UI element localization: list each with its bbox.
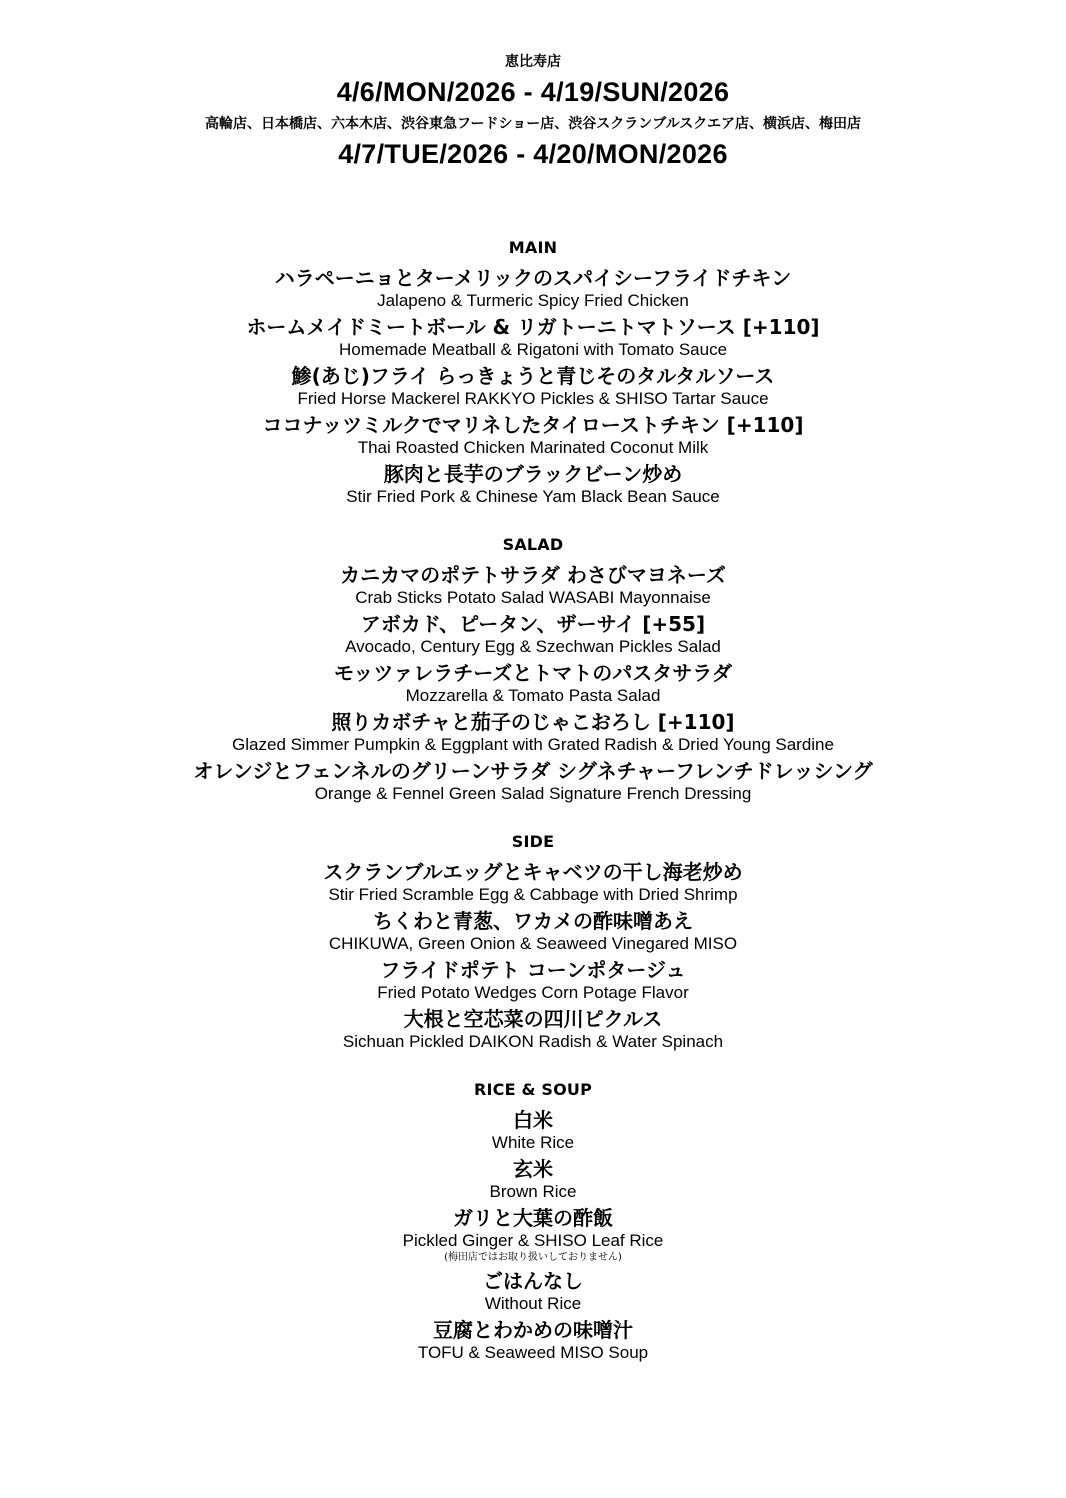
item-name-en: Crab Sticks Potato Salad WASABI Mayonnaise xyxy=(355,588,711,607)
item-name-jp: モッツァレラチーズとトマトのパスタサラダ xyxy=(334,661,732,685)
item-name-jp: ごはんなし xyxy=(483,1269,583,1293)
item-name-en: TOFU & Seaweed MISO Soup xyxy=(417,1343,649,1362)
menu-item xyxy=(0,1269,1066,1313)
section-title-rice-soup: RICE & SOUP xyxy=(473,1080,593,1099)
menu-item xyxy=(0,759,1066,803)
menu-item xyxy=(0,1206,1066,1264)
item-name-en: Pickled Ginger & SHISO Leaf Rice xyxy=(402,1231,664,1250)
item-name-jp: ちくわと青葱、ワカメの酢味噌あえ xyxy=(373,909,693,933)
item-name-jp: カニカマのポテトサラダ わさびマヨネーズ xyxy=(340,563,726,587)
item-name-en: Stir Fried Scramble Egg & Cabbage with Dried Shrimp xyxy=(328,885,738,904)
item-name-en: Jalapeno & Turmeric Spicy Fried Chicken xyxy=(377,291,689,310)
item-name-jp: ガリと大葉の酢飯 xyxy=(453,1206,613,1230)
item-name-jp: アボカド、ピータン、ザーサイ [+55] xyxy=(360,612,706,636)
item-name-jp: 照りカボチャと茄子のじゃこおろし [+110] xyxy=(331,710,735,734)
menu-item xyxy=(0,1108,1066,1152)
menu-item xyxy=(0,710,1066,754)
store-name-ebisu: 恵比寿店 xyxy=(505,54,561,70)
item-name-en: Without Rice xyxy=(484,1294,582,1313)
item-name-jp: 豚肉と長芋のブラックビーン炒め xyxy=(383,462,683,486)
item-name-en: White Rice xyxy=(491,1133,575,1152)
item-name-jp: 鯵(あじ)フライ らっきょうと青じそのタルタルソース xyxy=(291,364,775,388)
item-name-en: Glazed Simmer Pumpkin & Eggplant with Grated Radish & Dried Young Sardine xyxy=(232,735,834,754)
item-name-en: Thai Roasted Chicken Marinated Coconut Milk xyxy=(357,438,709,457)
item-name-jp: オレンジとフェンネルのグリーンサラダ シグネチャーフレンチドレッシング xyxy=(193,759,873,783)
menu-item xyxy=(0,315,1066,359)
menu-item xyxy=(0,958,1066,1002)
item-name-en: Fried Horse Mackerel RAKKYO Pickles & SHISO Tartar Sauce xyxy=(297,389,769,408)
item-name-en: Avocado, Century Egg & Szechwan Pickles Salad xyxy=(345,637,721,656)
date-range-other: 4/7/TUE/2026 - 4/20/MON/2026 xyxy=(338,139,728,169)
menu-item xyxy=(0,563,1066,607)
item-name-jp: 玄米 xyxy=(513,1157,553,1181)
menu-item xyxy=(0,860,1066,904)
menu-item xyxy=(0,909,1066,953)
item-name-jp: ホームメイドミートボール & リガトーニトマトソース [+110] xyxy=(246,315,820,339)
item-name-en: Stir Fried Pork & Chinese Yam Black Bean Sauce xyxy=(346,487,720,506)
item-name-jp: フライドポテト コーンポタージュ xyxy=(380,958,686,982)
item-name-jp: ココナッツミルクでマリネしたタイローストチキン [+110] xyxy=(262,413,804,437)
menu-item xyxy=(0,1318,1066,1362)
item-name-en: Brown Rice xyxy=(489,1182,577,1201)
section-title-side: SIDE xyxy=(511,832,555,851)
item-name-jp: 白米 xyxy=(513,1108,553,1132)
store-list-other: 高輪店、日本橋店、六本木店、渋谷東急フードショー店、渋谷スクランブルスクエア店、横浜店、梅田店 xyxy=(204,116,862,132)
section-title-main: MAIN xyxy=(508,238,558,257)
menu-item xyxy=(0,364,1066,408)
menu-item xyxy=(0,612,1066,656)
menu-item xyxy=(0,413,1066,457)
item-name-jp: スクランブルエッグとキャベツの干し海老炒め xyxy=(323,860,743,884)
item-name-jp: 豆腐とわかめの味噌汁 xyxy=(433,1318,633,1342)
section-title-salad: SALAD xyxy=(502,535,564,554)
menu-item xyxy=(0,661,1066,705)
item-name-en: CHIKUWA, Green Onion & Seaweed Vinegared MISO xyxy=(328,934,738,953)
date-range-ebisu: 4/6/MON/2026 - 4/19/SUN/2026 xyxy=(336,77,730,107)
menu-item xyxy=(0,462,1066,506)
item-name-jp: 大根と空芯菜の四川ピクルス xyxy=(403,1007,663,1031)
menu-item xyxy=(0,1157,1066,1201)
item-name-en: Fried Potato Wedges Corn Potage Flavor xyxy=(377,983,689,1002)
section-rice-soup xyxy=(0,1080,1066,1362)
section-main xyxy=(0,238,1066,506)
menu-item xyxy=(0,1007,1066,1051)
item-name-jp: ハラペーニョとターメリックのスパイシーフライドチキン xyxy=(274,266,792,290)
item-name-en: Homemade Meatball & Rigatoni with Tomato Sauce xyxy=(338,340,728,359)
item-name-en: Orange & Fennel Green Salad Signature French Dressing xyxy=(314,784,752,803)
item-name-en: Mozzarella & Tomato Pasta Salad xyxy=(405,686,661,705)
menu-item xyxy=(0,266,1066,310)
menu-header xyxy=(0,0,1066,172)
section-salad xyxy=(0,535,1066,803)
item-note: (梅田店ではお取り扱いしておりません) xyxy=(444,1252,622,1263)
section-side xyxy=(0,832,1066,1051)
item-name-en: Sichuan Pickled DAIKON Radish & Water Spinach xyxy=(342,1032,724,1051)
